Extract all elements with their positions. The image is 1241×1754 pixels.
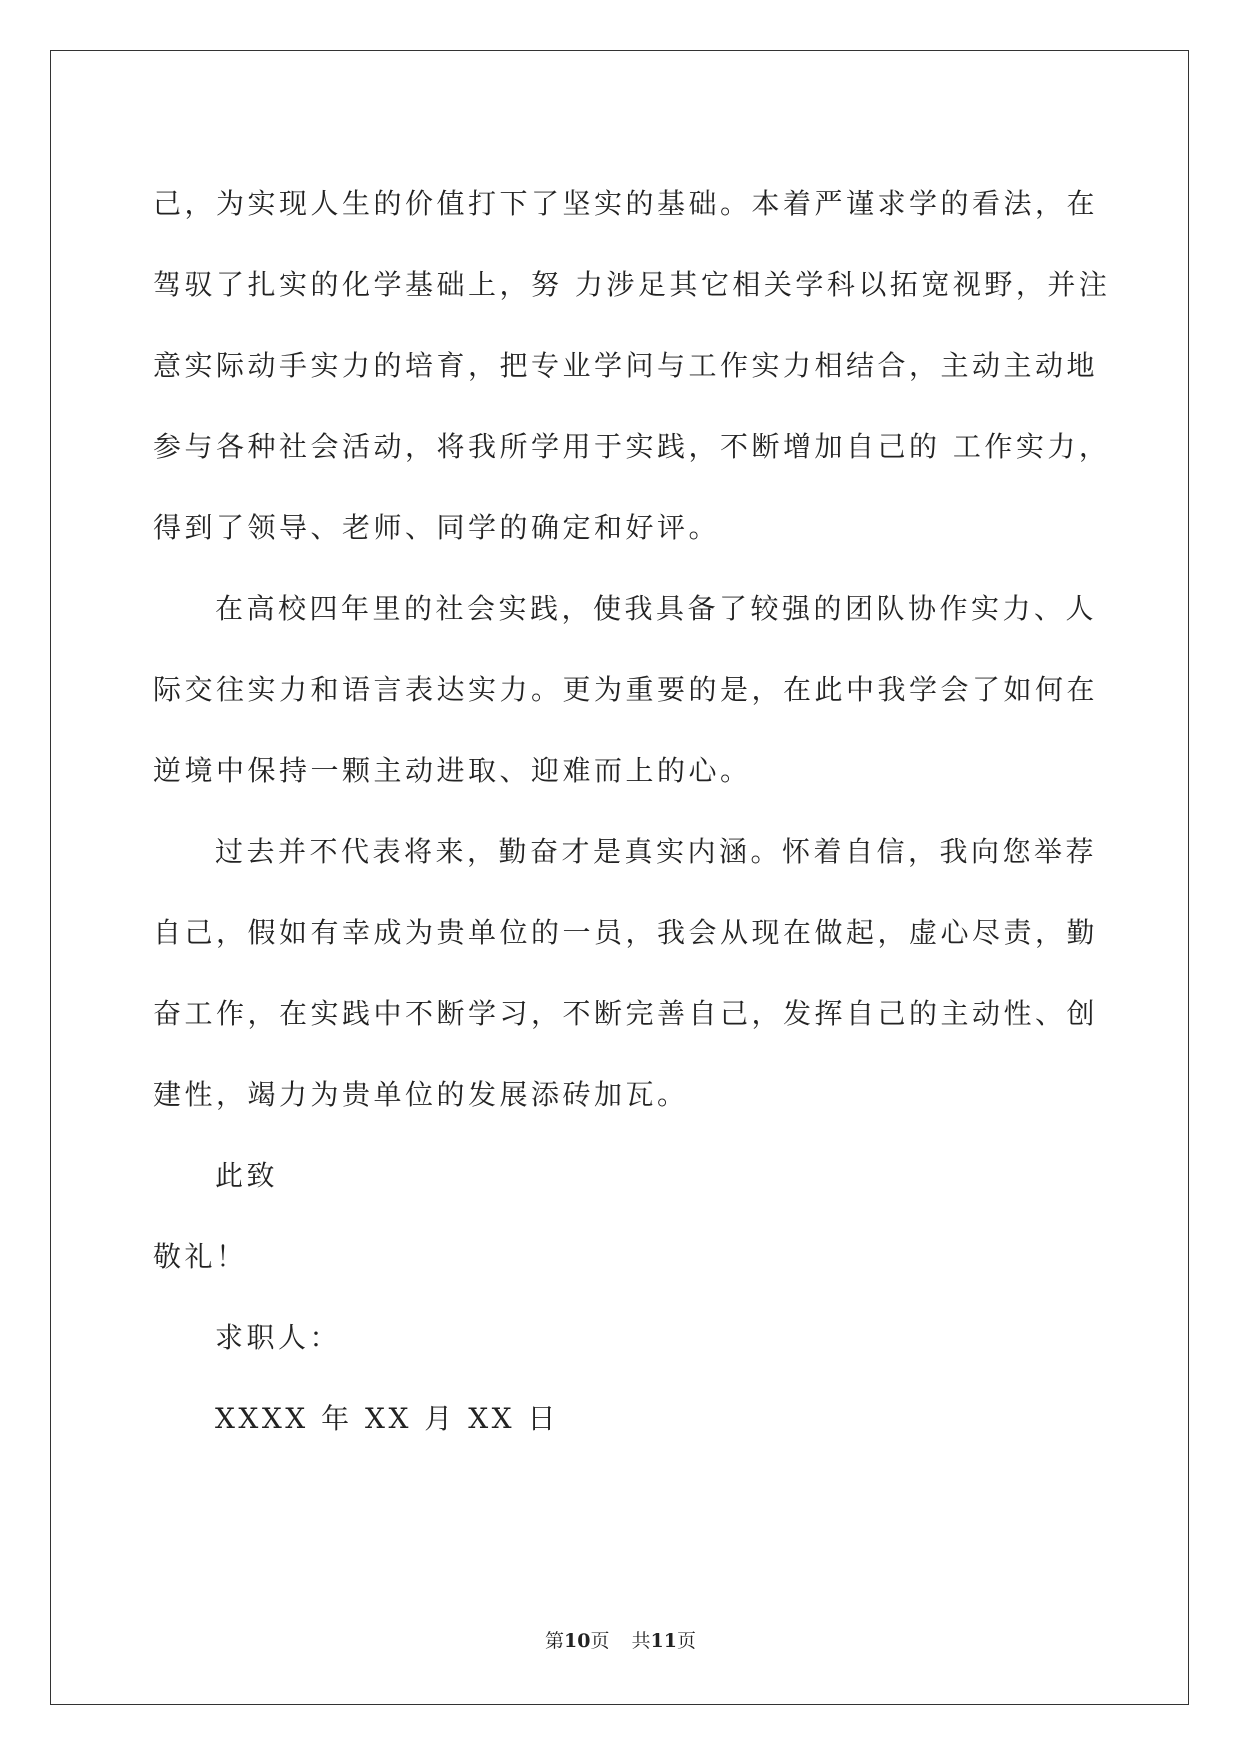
page-suffix: 页 [590,1630,610,1652]
salutation-text: 敬礼！ [153,1240,248,1273]
paragraph-2-line-2: 际交往实力和语言表达实力。更为重要的是，在此中我学会了如何在 [153,673,1099,706]
total-suffix: 页 [676,1630,696,1652]
letter-body [153,163,1111,1459]
paragraph-3-line-4: 建性，竭力为贵单位的发展添砖加瓦。 [153,1078,689,1111]
paragraph-1-line-1: 己，为实现人生的价值打下了坚实的基础。本着严谨求学的看法，在 [153,187,1099,220]
paragraph-1-line-4: 参与各种社会活动，将我所学用于实践，不断增加自己的 工作实力， [153,430,1111,463]
page-total-number: 11 [650,1630,677,1652]
page-current-number: 10 [564,1630,591,1652]
paragraph-1-line-3: 意实际动手实力的培育，把专业学问与工作实力相结合，主动主动地 [153,349,1099,382]
paragraph-2-line-1: 在高校四年里的社会实践，使我具备了较强的团队协作实力、人 [215,592,1098,625]
paragraph-3-line-3: 奋工作，在实践中不断学习，不断完善自己，发挥自己的主动性、创 [153,997,1099,1030]
paragraph-1-line-2: 驾驭了扎实的化学基础上，努 力涉足其它相关学科以拓宽视野，并注 [153,268,1111,301]
closing-text: 此致 [215,1159,279,1192]
page-prefix: 第 [545,1630,565,1652]
total-prefix: 共 [631,1630,651,1652]
page-footer [0,1626,1241,1653]
paragraph-1-line-5: 得到了领导、老师、同学的确定和好评。 [153,511,721,544]
paragraph-3-line-2: 自己，假如有幸成为贵单位的一员，我会从现在做起，虚心尽责，勤 [153,916,1099,949]
signature-label: 求职人： [215,1321,342,1354]
paragraph-3-line-1: 过去并不代表将来，勤奋才是真实内涵。怀着自信，我向您举荐 [215,835,1098,868]
date-text: XXXX 年 XX 月 XX 日 [215,1402,559,1435]
paragraph-2-line-3: 逆境中保持一颗主动进取、迎难而上的心。 [153,754,752,787]
